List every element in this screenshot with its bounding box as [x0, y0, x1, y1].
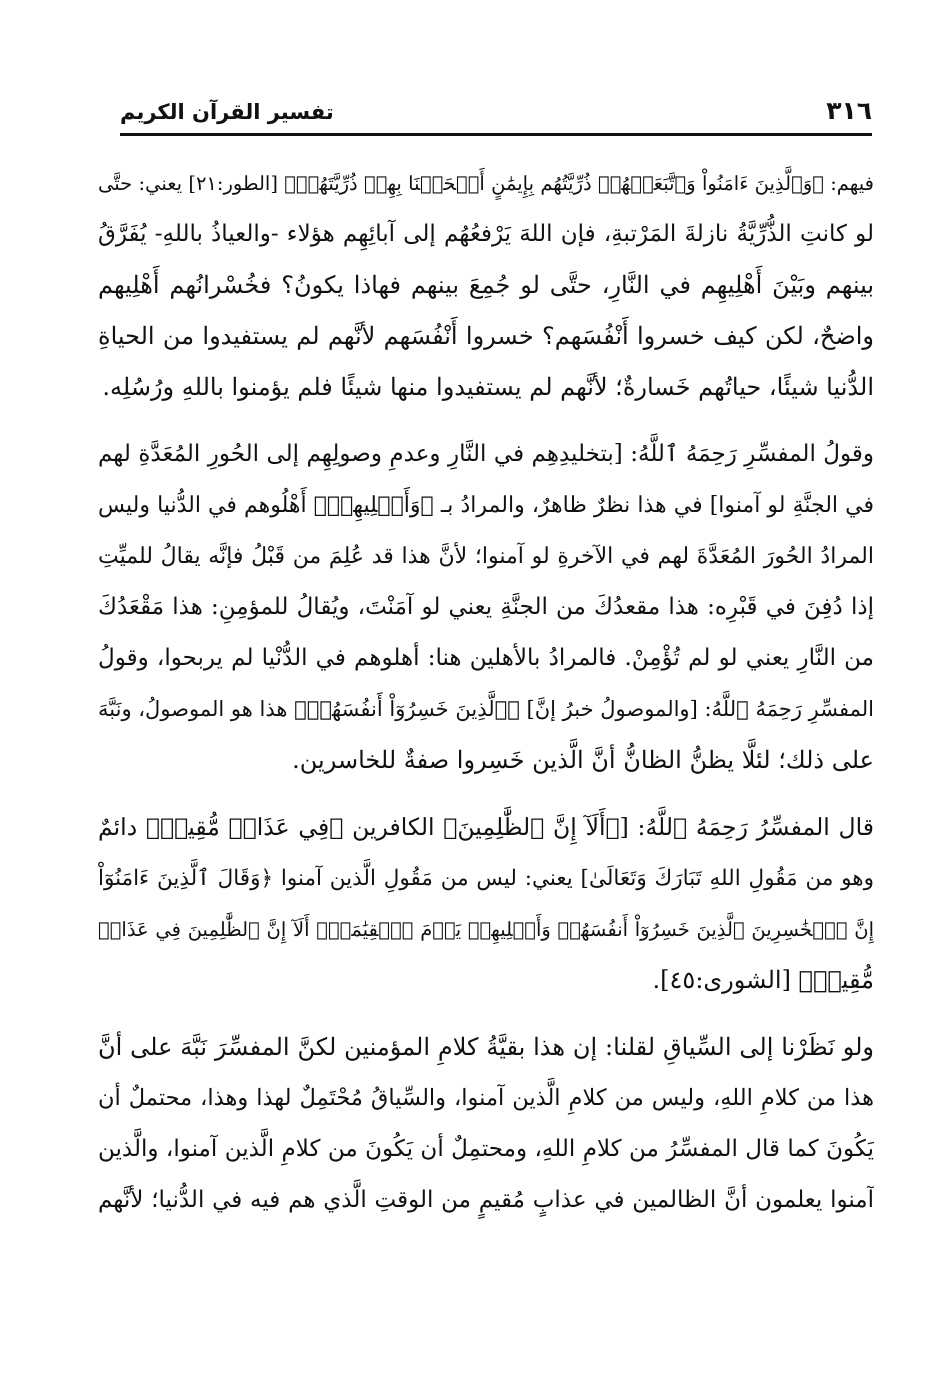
header-divider	[120, 133, 872, 136]
text-line: المرادُ الحُورَ المُعَدَّةَ لهم في الآخرةِ لو آمنوا؛ لأنَّ هذا قد عُلِمَ من قَبْلُ فإنَّه يقالُ للميِّتِ	[98, 544, 874, 569]
text-line: الدُّنيا شيئًا، حياتُهم خَسارةٌ؛ لأنَّهم لم يستفيدوا منها شيئًا فلم يؤمنوا باللهِ ورُسُلِه.	[102, 373, 874, 401]
text-line: قال المفسِّرُ رَحِمَهُ ٱللَّهُ: [﴿أَلَآ إِنَّ ٱلظَّٰلِمِينَ﴾ الكافرين ﴿فِي عَذَابٖ مُّقِيمٖ﴾ دائمٌ	[98, 813, 874, 841]
text-line: في الجنَّةِ لو آمنوا] في هذا نظرٌ ظاهرٌ، والمرادُ بـ ﴿وَأَهۡلِيهِمۡ﴾ أَهْلُوهم في الدُّنيا وليس	[98, 493, 874, 518]
text-line: على ذلك؛ لئلَّا يظنُّ الظانُّ أنَّ الَّذين خَسِروا صفةٌ للخاسرين.	[292, 746, 874, 774]
page-number: ٣١٦	[826, 96, 872, 125]
text-line: وقولُ المفسِّرِ رَحِمَهُ ٱللَّهُ: [بتخليدِهِم في النَّارِ وعدمِ وصولِهِم إلى الحُورِ المُعَدَّةِ لهم	[98, 441, 874, 467]
text-line: المفسِّرِ رَحِمَهُ ٱللَّهُ: [والموصولُ خبرُ إنَّ] ﴿ٱلَّذِينَ خَسِرُوٓاْ أَنفُسَهُمۡ﴾ هذا هو الموصولُ، ونَبَّهَ	[98, 697, 874, 721]
paragraph	[98, 1022, 874, 1226]
text-line: فيهم: ﴿وَٱلَّذِينَ ءَامَنُواْ وَٱتَّبَعَتۡهُمۡ ذُرِّيَّتُهُم بِإِيمَٰنٍ أَلۡحَقۡنَا بِهِمۡ ذُرِّيَّتَهُمۡ﴾ [الطور:٢١] يعني: حتَّى	[98, 172, 874, 195]
text-line: يَكُونَ كما قال المفسِّرُ من كلامِ اللهِ، ومحتمِلٌ أن يَكُونَ من كلامِ الَّذين آمنوا، والَّذين	[98, 1136, 874, 1162]
text-line: بينهم وبَيْنَ أَهْلِيهِم في النَّارِ، حتَّى لو جُمِعَ بينهم فهاذا يكونُ؟ فخُسْرانُهم أَهْلِيهم	[98, 271, 874, 299]
text-line: آمنوا يعلمون أنَّ الظالمين في عذابٍ مُقيمٍ من الوقتِ الَّذي هم فيه في الدُّنيا؛ لأنَّهم	[98, 1187, 874, 1213]
text-line: لو كانتِ الذُّرِّيَّةُ نازلةَ المَرْتبةِ، فإن اللهَ يَرْفعُهُم إلى آبائِهِم هؤلاء -والعياذُ باللهِ- يُفَرَّقُ	[98, 221, 874, 247]
text-line: وهو من مَقُولِ اللهِ تَبَارَكَ وَتَعَالَىٰ] يعني: ليس من مَقُولِ الَّذين آمنوا ﴿وَقَالَ ٱلَّذِينَ ءَامَنُوٓاْ	[98, 866, 874, 891]
text-line: ولو نَظَرْنا إلى السِّياقِ لقلنا: إن هذا بقيَّةُ كلامِ المؤمنين لكنَّ المفسِّرَ نَبَّهَ على أنَّ	[98, 1033, 874, 1061]
paragraph	[98, 158, 874, 413]
text-line: من النَّارِ يعني لو لم تُؤْمِنْ. فالمرادُ بالأهلين هنا: أهلوهم في الدُّنْيا لم يربحوا، وقولُ	[98, 645, 874, 671]
text-line: واضحٌ، لكن كيف خسروا أَنْفُسَهم؟ خسروا أَنْفُسَهم لأنَّهم لم يستفيدوا من الحياةِ	[98, 322, 874, 350]
paragraph	[98, 802, 874, 1006]
text-line: هذا من كلامِ اللهِ، وليس من كلامِ الَّذين آمنوا، والسِّياقُ مُحْتَمِلٌ لهذا وهذا، محتملٌ أن	[98, 1085, 874, 1111]
page-body	[98, 158, 874, 1242]
book-title: تفسير القرآن الكريم	[120, 100, 334, 124]
text-line: إذا دُفِنَ في قَبْرِه: هذا مقعدُكَ من الجنَّةِ يعني لو آمَنْتَ، ويُقالُ للمؤمِنِ: هذا مَقْعَدُكَ	[98, 594, 874, 620]
page-header	[120, 92, 872, 134]
paragraph	[98, 429, 874, 786]
text-line: مُّقِيمٖ﴾ [الشورى:٤٥].	[652, 966, 874, 994]
text-line: إِنَّ ٱلۡخَٰسِرِينَ ٱلَّذِينَ خَسِرُوٓاْ أَنفُسَهُمۡ وَأَهۡلِيهِمۡ يَوۡمَ ٱلۡقِيَٰمَةِۗ أَلَآ إِنَّ ٱلظَّٰلِمِينَ فِي عَذَابٖ	[98, 918, 874, 941]
